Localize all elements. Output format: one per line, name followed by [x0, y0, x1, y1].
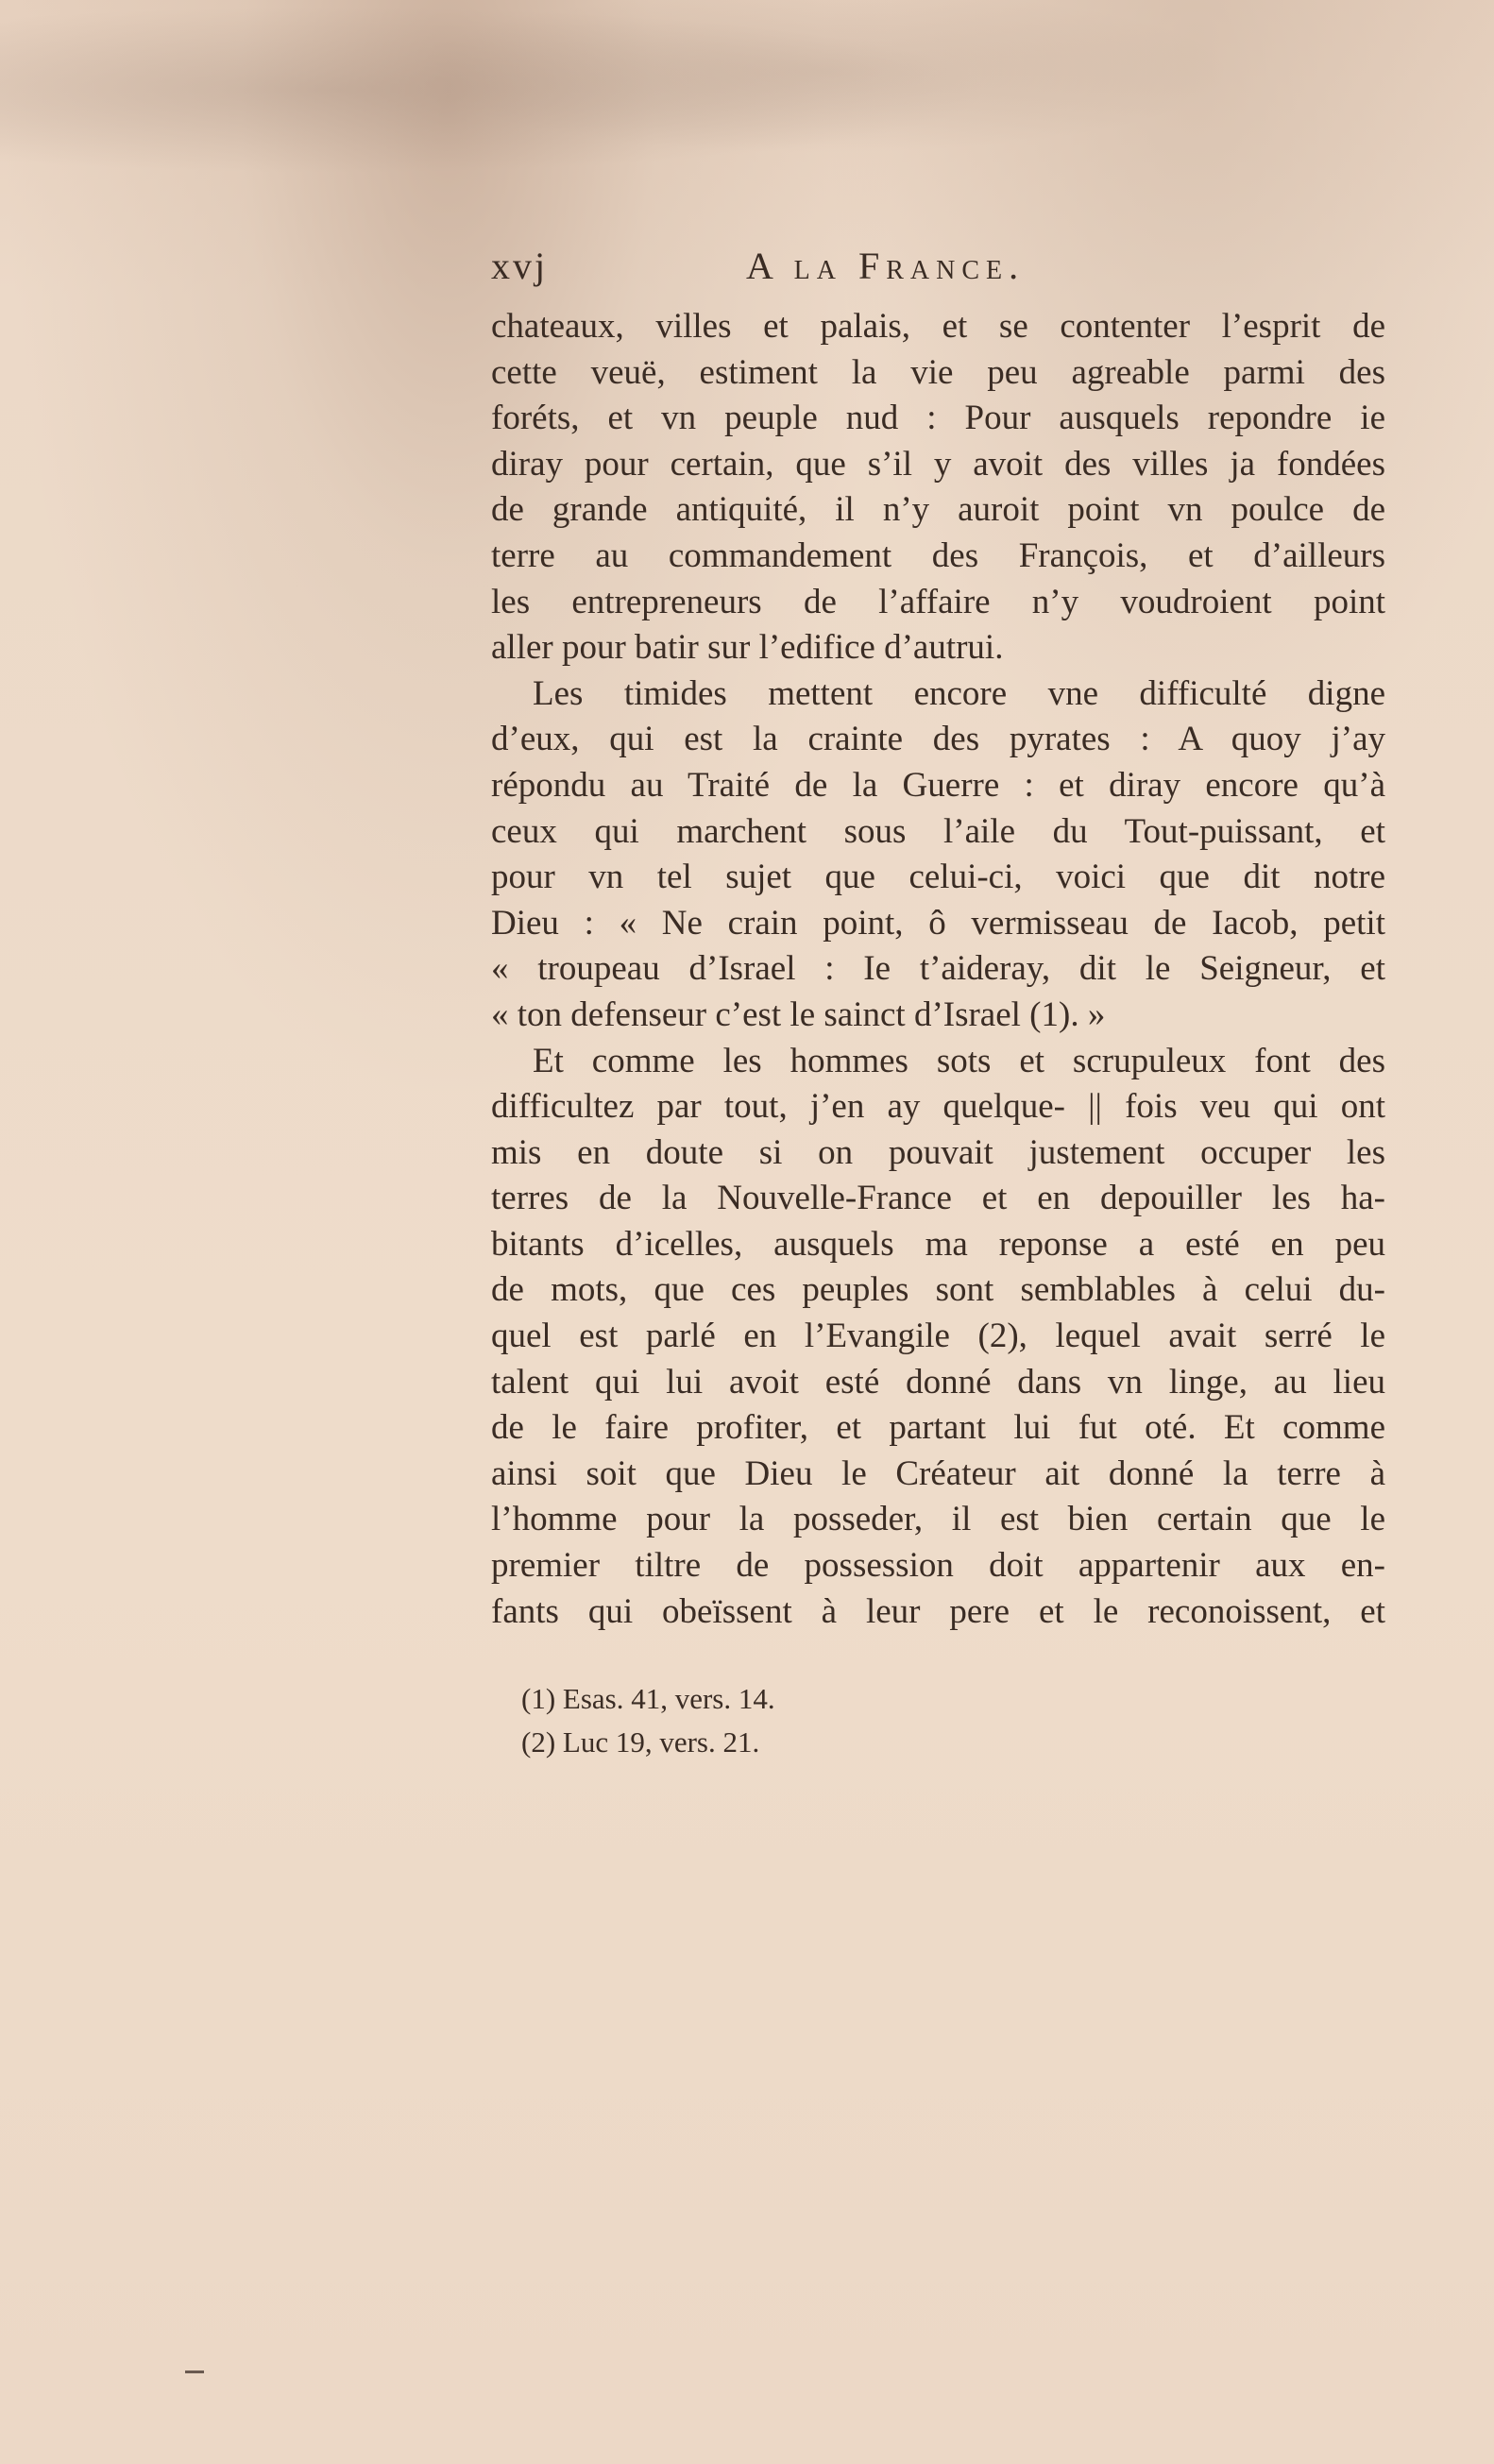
text-line: diray pour certain, que s’il y avoit des villes ja fondées: [491, 444, 1385, 484]
text-line: chateaux, villes et palais, et se contenter l’esprit de: [491, 307, 1385, 346]
text-line: d’eux, qui est la crainte des pyrates : A quoy j’ay: [491, 720, 1385, 759]
text-line: bitants d’icelles, ausquels ma reponse a esté en peu: [491, 1224, 1385, 1264]
page-number: xvj: [491, 245, 549, 287]
page-stain: [0, 0, 1494, 236]
text-line: de grande antiquité, il n’y auroit point vn poulce de: [491, 490, 1385, 530]
text-line: les entrepreneurs de l’affaire n’y voudroient point: [491, 582, 1385, 621]
text-line: ainsi soit que Dieu le Créateur ait donné la terre à: [491, 1453, 1385, 1493]
text-line: de le faire profiter, et partant lui fut oté. Et comme: [491, 1408, 1385, 1448]
text-line: de mots, que ces peuples sont semblables à celui du-: [491, 1270, 1385, 1310]
text-line: fants qui obeïssent à leur pere et le reconoissent, et: [491, 1591, 1385, 1631]
text-line: « troupeau d’Israel : Ie t’aideray, dit le Seigneur, et: [491, 949, 1385, 989]
text-line: répondu au Traité de la Guerre : et diray encore qu’à: [491, 765, 1385, 805]
text-line: cette veuë, estiment la vie peu agreable parmi des: [491, 352, 1385, 392]
page-header: [491, 244, 1398, 289]
text-line: Et comme les hommes sots et scrupuleux font des: [533, 1041, 1385, 1080]
footnote: (1) Esas. 41, vers. 14.: [521, 1682, 775, 1715]
text-line: mis en doute si on pouvait justement occuper les: [491, 1132, 1385, 1172]
text-line: talent qui lui avoit esté donné dans vn linge, au lieu: [491, 1362, 1385, 1402]
text-line: l’homme pour la posseder, il est bien certain que le: [491, 1500, 1385, 1539]
text-line: foréts, et vn peuple nud : Pour ausquels repondre ie: [491, 399, 1385, 438]
text-line: « ton defenseur c’est le sainct d’Israel (1). »: [491, 994, 1106, 1034]
text-line: terre au commandement des François, et d’ailleurs: [491, 535, 1385, 575]
text-line: terres de la Nouvelle-France et en depouiller les ha-: [491, 1179, 1385, 1218]
text-line: difficultez par tout, j’en ay quelque- || fois veu qui ont: [491, 1087, 1385, 1127]
text-line: aller pour batir sur l’edifice d’autrui.: [491, 628, 1004, 668]
text-line: pour vn tel sujet que celui-ci, voici que dit notre: [491, 858, 1385, 897]
text-line: quel est parlé en l’Evangile (2), lequel avait serré le: [491, 1317, 1385, 1356]
text-line: ceux qui marchent sous l’aile du Tout-puissant, et: [491, 811, 1385, 851]
text-line: premier tiltre de possession doit appartenir aux en-: [491, 1546, 1385, 1586]
body-text: [491, 304, 1385, 1635]
margin-mark: [185, 2371, 204, 2373]
footnote: (2) Luc 19, vers. 21.: [521, 1725, 760, 1759]
text-line: Dieu : « Ne crain point, ô vermisseau de Iacob, petit: [491, 903, 1385, 943]
text-line: Les timides mettent encore vne difficulté digne: [533, 673, 1385, 713]
running-title: A la France.: [746, 245, 1026, 287]
footnotes: [521, 1677, 1088, 1764]
